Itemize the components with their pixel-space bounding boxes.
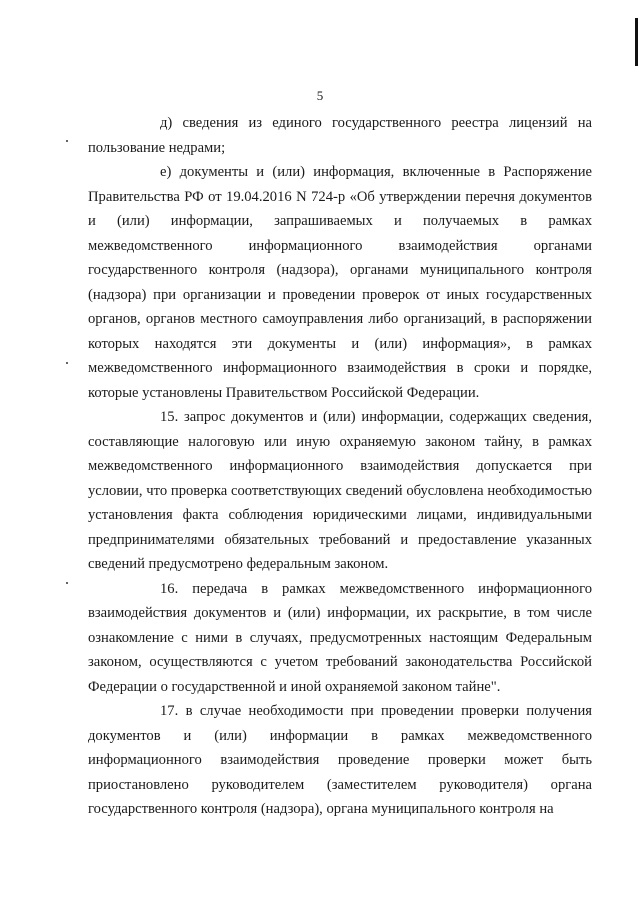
paragraph-text: сведения из единого государственного реестра лицензий на пользование недрами; [88,115,592,156]
document-body [88,111,592,822]
paragraph-marker: 15. [160,409,179,425]
scan-edge-mark [635,18,638,66]
paragraph-marker: 17. [160,703,179,719]
scan-dot [66,362,68,364]
paragraph-17 [88,699,592,822]
paragraph-text: документы и (или) информация, включенные в Распоряжение Правительства РФ от 19.04.2016 N 724-р «Об утверждении перечня документов и (или) информации, запрашиваемых и получаемых в рамках межведомственного информационного взаимодействия органами государственного контроля (надзора), органами муниципального контроля (надзора) при организации и проведении проверок от иных государственных органов, органов местного самоуправления либо организаций, в распоряжении которых находятся эти документы и (или) информация», в рамках межведомственного информационного взаимодействия в сроки и порядке, которые установлены Правительством Российской Федерации. [88,164,593,401]
paragraph-e [88,160,592,405]
scan-dot [66,582,68,584]
paragraph-marker: е) [160,164,172,180]
paragraph-text: в случае необходимости при проведении проверки получения документов и (или) информации в рамках межведомственного информационного взаимодействия проведение проверки может быть приостановлено руководителем (заместителем руководителя) органа государственного контроля (надзора), органа муниципального контроля на [88,703,592,817]
paragraph-text: передача в рамках межведомственного информационного взаимодействия документов и (или) информации, их раскрытие, в том числе ознакомление с ними в случаях, предусмотренных настоящим Федеральным законом, осуществляются с учетом требований законодательства Российской Федерации о государственной и иной охраняемой законом тайне". [88,580,592,695]
scan-dot [66,140,68,142]
paragraph-marker: д) [160,115,173,131]
paragraph-16 [88,577,592,700]
paragraph-d [88,111,592,160]
paragraph-marker: 16. [160,580,179,597]
paragraph-text: запрос документов и (или) информации, содержащих сведения, составляющие налоговую или иную охраняемую законом тайну, в рамках межведомственного информационного взаимодействия допускается при условии, что проверка соответствующих сведений обусловлена необходимостью установления факта соблюдения юридическими лицами, индивидуальными предпринимателями обязательных требований и предоставление указанных сведений предусмотрено федеральным законом. [88,409,592,572]
page-number: 5 [316,88,324,103]
paragraph-15 [88,405,592,577]
